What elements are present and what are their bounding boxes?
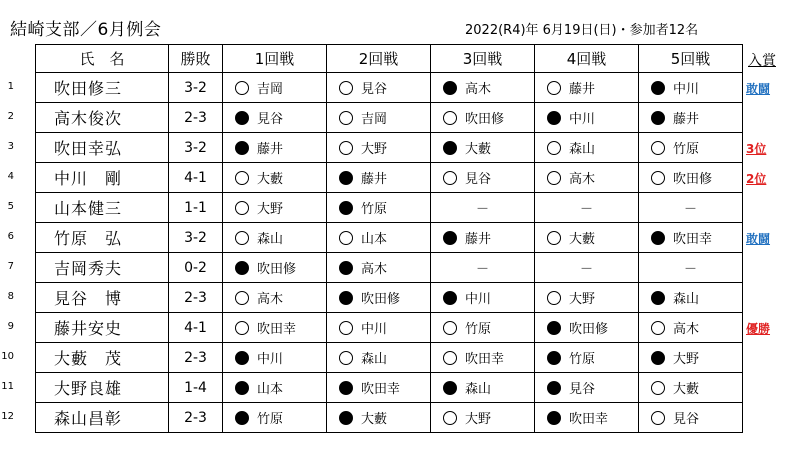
round-2-result: [327, 163, 431, 193]
player-name: 大藪 茂: [36, 343, 169, 373]
round-4-result: [535, 283, 639, 313]
round-1-result: [223, 193, 327, 223]
round-5-result: [639, 283, 743, 313]
no-match-dash: －: [683, 262, 697, 277]
opponent-name: 竹原: [673, 142, 700, 157]
round-3-result: [431, 133, 535, 163]
loss-circle-icon: [547, 111, 561, 125]
opponent-name: 大藪: [465, 142, 492, 157]
loss-circle-icon: [651, 351, 665, 365]
win-circle-icon: [339, 141, 353, 155]
results-table: [35, 44, 743, 433]
opponent-name: 大野: [465, 412, 492, 427]
win-loss-score: 3-2: [169, 133, 223, 163]
opponent-name: 吹田修: [673, 172, 713, 187]
opponent-name: 吉岡: [361, 112, 388, 127]
header-round-2: 2回戦: [327, 45, 431, 73]
round-4-result: [535, 373, 639, 403]
table-row: [36, 103, 743, 133]
opponent-name: 吹田幸: [673, 232, 713, 247]
round-4-result: [535, 133, 639, 163]
loss-circle-icon: [443, 81, 457, 95]
opponent-name: 吹田幸: [361, 382, 401, 397]
award-label: 2位: [746, 172, 767, 186]
win-loss-score: 2-3: [169, 403, 223, 433]
round-2-result: [327, 223, 431, 253]
round-5-result: [639, 103, 743, 133]
round-1-result: [223, 403, 327, 433]
table-row: [36, 133, 743, 163]
table-row: [36, 163, 743, 193]
round-3-result: [431, 223, 535, 253]
opponent-name: 竹原: [465, 322, 492, 337]
opponent-name: 森山: [257, 232, 284, 247]
no-match-dash: －: [683, 202, 697, 217]
opponent-name: 大野: [569, 292, 596, 307]
win-circle-icon: [339, 231, 353, 245]
opponent-name: 藤井: [569, 82, 596, 97]
award-label: 敢闘: [746, 82, 771, 96]
opponent-name: 吹田修: [361, 292, 401, 307]
player-name: 藤井安史: [36, 313, 169, 343]
row-number: 3: [7, 141, 14, 152]
opponent-name: 竹原: [257, 412, 284, 427]
player-name: 山本健三: [36, 193, 169, 223]
round-5-result: [639, 223, 743, 253]
table-row: [36, 253, 743, 283]
loss-circle-icon: [547, 351, 561, 365]
round-1-result: [223, 253, 327, 283]
no-match-dash: －: [579, 262, 593, 277]
player-name: 竹原 弘: [36, 223, 169, 253]
table-row: [36, 313, 743, 343]
opponent-name: 藤井: [257, 142, 284, 157]
opponent-name: 大藪: [673, 382, 700, 397]
opponent-name: 竹原: [361, 202, 388, 217]
loss-circle-icon: [339, 291, 353, 305]
round-2-result: [327, 403, 431, 433]
round-5-result: [639, 133, 743, 163]
win-circle-icon: [547, 171, 561, 185]
round-3-result: [431, 373, 535, 403]
loss-circle-icon: [339, 261, 353, 275]
round-4-result: [535, 313, 639, 343]
win-circle-icon: [443, 411, 457, 425]
win-circle-icon: [235, 81, 249, 95]
table-row: [36, 343, 743, 373]
win-circle-icon: [547, 231, 561, 245]
win-circle-icon: [235, 321, 249, 335]
round-3-result: [431, 403, 535, 433]
loss-circle-icon: [651, 81, 665, 95]
header-name: 氏 名: [36, 45, 169, 73]
loss-circle-icon: [339, 171, 353, 185]
round-4-result: [535, 223, 639, 253]
opponent-name: 高木: [465, 82, 492, 97]
player-name: 見谷 博: [36, 283, 169, 313]
row-number: 8: [7, 291, 14, 302]
win-circle-icon: [443, 351, 457, 365]
row-number: 7: [7, 261, 14, 272]
opponent-name: 大野: [361, 142, 388, 157]
no-match-dash: －: [475, 262, 489, 277]
opponent-name: 藤井: [465, 232, 492, 247]
opponent-name: 吹田修: [257, 262, 297, 277]
opponent-name: 森山: [569, 142, 596, 157]
win-circle-icon: [651, 411, 665, 425]
round-3-result: [431, 343, 535, 373]
opponent-name: 吹田修: [569, 322, 609, 337]
loss-circle-icon: [651, 291, 665, 305]
opponent-name: 吹田幸: [465, 352, 505, 367]
row-number: 9: [7, 321, 14, 332]
no-match-dash: －: [579, 202, 593, 217]
opponent-name: 吹田幸: [257, 322, 297, 337]
round-1-result: [223, 313, 327, 343]
win-circle-icon: [339, 81, 353, 95]
win-circle-icon: [235, 291, 249, 305]
award-column-header: 入賞: [748, 53, 776, 69]
win-loss-score: 4-1: [169, 163, 223, 193]
loss-circle-icon: [443, 381, 457, 395]
loss-circle-icon: [235, 411, 249, 425]
win-loss-score: 2-3: [169, 343, 223, 373]
loss-circle-icon: [651, 111, 665, 125]
round-2-result: [327, 373, 431, 403]
table-row: [36, 373, 743, 403]
table-row: [36, 223, 743, 253]
win-circle-icon: [651, 171, 665, 185]
opponent-name: 森山: [673, 292, 700, 307]
round-1-result: [223, 73, 327, 103]
round-4-result: [535, 163, 639, 193]
row-number: 10: [1, 351, 14, 362]
round-3-result: [431, 193, 535, 223]
loss-circle-icon: [235, 261, 249, 275]
round-3-result: [431, 283, 535, 313]
opponent-name: 見谷: [257, 112, 284, 127]
win-loss-score: 2-3: [169, 283, 223, 313]
opponent-name: 高木: [257, 292, 284, 307]
round-2-result: [327, 343, 431, 373]
player-name: 高木俊次: [36, 103, 169, 133]
round-1-result: [223, 343, 327, 373]
win-loss-score: 2-3: [169, 103, 223, 133]
opponent-name: 中川: [673, 82, 700, 97]
round-2-result: [327, 133, 431, 163]
win-circle-icon: [547, 291, 561, 305]
player-name: 吉岡秀夫: [36, 253, 169, 283]
row-number: 2: [7, 111, 14, 122]
row-number: 11: [1, 381, 14, 392]
round-2-result: [327, 103, 431, 133]
win-circle-icon: [443, 111, 457, 125]
win-circle-icon: [651, 141, 665, 155]
opponent-name: 吉岡: [257, 82, 284, 97]
loss-circle-icon: [235, 111, 249, 125]
opponent-name: 吹田幸: [569, 412, 609, 427]
round-5-result: [639, 193, 743, 223]
round-5-result: [639, 313, 743, 343]
loss-circle-icon: [651, 231, 665, 245]
round-5-result: [639, 373, 743, 403]
loss-circle-icon: [235, 381, 249, 395]
round-2-result: [327, 73, 431, 103]
player-name: 吹田修三: [36, 73, 169, 103]
loss-circle-icon: [339, 411, 353, 425]
opponent-name: 中川: [569, 112, 596, 127]
win-circle-icon: [443, 171, 457, 185]
round-2-result: [327, 313, 431, 343]
round-1-result: [223, 163, 327, 193]
opponent-name: 大藪: [569, 232, 596, 247]
opponent-name: 大野: [257, 202, 284, 217]
page-title: 結崎支部／6月例会: [10, 20, 162, 40]
win-circle-icon: [339, 111, 353, 125]
header-round-5: 5回戦: [639, 45, 743, 73]
award-label: 敢闘: [746, 232, 771, 246]
win-circle-icon: [235, 201, 249, 215]
loss-circle-icon: [547, 381, 561, 395]
win-circle-icon: [651, 381, 665, 395]
player-name: 大野良雄: [36, 373, 169, 403]
round-1-result: [223, 103, 327, 133]
row-number: 6: [7, 231, 14, 242]
opponent-name: 中川: [361, 322, 388, 337]
win-loss-score: 3-2: [169, 73, 223, 103]
award-label: 3位: [746, 142, 767, 156]
player-name: 中川 剛: [36, 163, 169, 193]
award-label: 優勝: [746, 322, 771, 336]
opponent-name: 森山: [361, 352, 388, 367]
player-name: 森山昌彰: [36, 403, 169, 433]
loss-circle-icon: [443, 291, 457, 305]
opponent-name: 中川: [465, 292, 492, 307]
round-4-result: [535, 193, 639, 223]
opponent-name: 見谷: [569, 382, 596, 397]
header-round-3: 3回戦: [431, 45, 535, 73]
loss-circle-icon: [443, 141, 457, 155]
round-5-result: [639, 73, 743, 103]
win-loss-score: 0-2: [169, 253, 223, 283]
round-4-result: [535, 73, 639, 103]
opponent-name: 吹田修: [465, 112, 505, 127]
round-2-result: [327, 283, 431, 313]
win-circle-icon: [339, 321, 353, 335]
opponent-name: 森山: [465, 382, 492, 397]
win-circle-icon: [339, 351, 353, 365]
opponent-name: 高木: [361, 262, 388, 277]
opponent-name: 竹原: [569, 352, 596, 367]
round-1-result: [223, 133, 327, 163]
header-round-4: 4回戦: [535, 45, 639, 73]
round-1-result: [223, 373, 327, 403]
round-3-result: [431, 313, 535, 343]
round-1-result: [223, 283, 327, 313]
table-row: [36, 73, 743, 103]
round-5-result: [639, 343, 743, 373]
player-name: 吹田幸弘: [36, 133, 169, 163]
round-4-result: [535, 403, 639, 433]
win-loss-score: 1-4: [169, 373, 223, 403]
win-circle-icon: [547, 141, 561, 155]
opponent-name: 大藪: [361, 412, 388, 427]
loss-circle-icon: [235, 141, 249, 155]
opponent-name: 山本: [257, 382, 284, 397]
opponent-name: 中川: [257, 352, 284, 367]
win-loss-score: 3-2: [169, 223, 223, 253]
win-circle-icon: [547, 81, 561, 95]
round-3-result: [431, 253, 535, 283]
opponent-name: 山本: [361, 232, 388, 247]
opponent-name: 見谷: [673, 412, 700, 427]
win-loss-score: 4-1: [169, 313, 223, 343]
round-1-result: [223, 223, 327, 253]
table-row: [36, 403, 743, 433]
table-header-row: [36, 45, 743, 73]
loss-circle-icon: [547, 321, 561, 335]
round-3-result: [431, 73, 535, 103]
row-number: 5: [7, 201, 14, 212]
round-2-result: [327, 253, 431, 283]
round-5-result: [639, 253, 743, 283]
row-number: 12: [1, 411, 14, 422]
header-round-1: 1回戦: [223, 45, 327, 73]
round-3-result: [431, 103, 535, 133]
table-body: [36, 73, 743, 433]
round-5-result: [639, 403, 743, 433]
loss-circle-icon: [547, 411, 561, 425]
round-4-result: [535, 103, 639, 133]
table-row: [36, 193, 743, 223]
opponent-name: 高木: [569, 172, 596, 187]
opponent-name: 藤井: [673, 112, 700, 127]
opponent-name: 藤井: [361, 172, 388, 187]
win-circle-icon: [651, 321, 665, 335]
round-5-result: [639, 163, 743, 193]
table-row: [36, 283, 743, 313]
event-info: 2022(R4)年 6月19日(日)・参加者12名: [465, 23, 699, 38]
round-4-result: [535, 343, 639, 373]
loss-circle-icon: [339, 201, 353, 215]
round-2-result: [327, 193, 431, 223]
round-3-result: [431, 163, 535, 193]
loss-circle-icon: [339, 381, 353, 395]
opponent-name: 大野: [673, 352, 700, 367]
round-4-result: [535, 253, 639, 283]
loss-circle-icon: [443, 231, 457, 245]
win-circle-icon: [443, 321, 457, 335]
win-loss-score: 1-1: [169, 193, 223, 223]
no-match-dash: －: [475, 202, 489, 217]
opponent-name: 大藪: [257, 172, 284, 187]
loss-circle-icon: [235, 351, 249, 365]
win-circle-icon: [235, 231, 249, 245]
row-number: 4: [7, 171, 14, 182]
opponent-name: 見谷: [465, 172, 492, 187]
win-circle-icon: [235, 171, 249, 185]
header-score: 勝敗: [169, 45, 223, 73]
opponent-name: 見谷: [361, 82, 388, 97]
opponent-name: 高木: [673, 322, 700, 337]
row-number: 1: [7, 81, 14, 92]
